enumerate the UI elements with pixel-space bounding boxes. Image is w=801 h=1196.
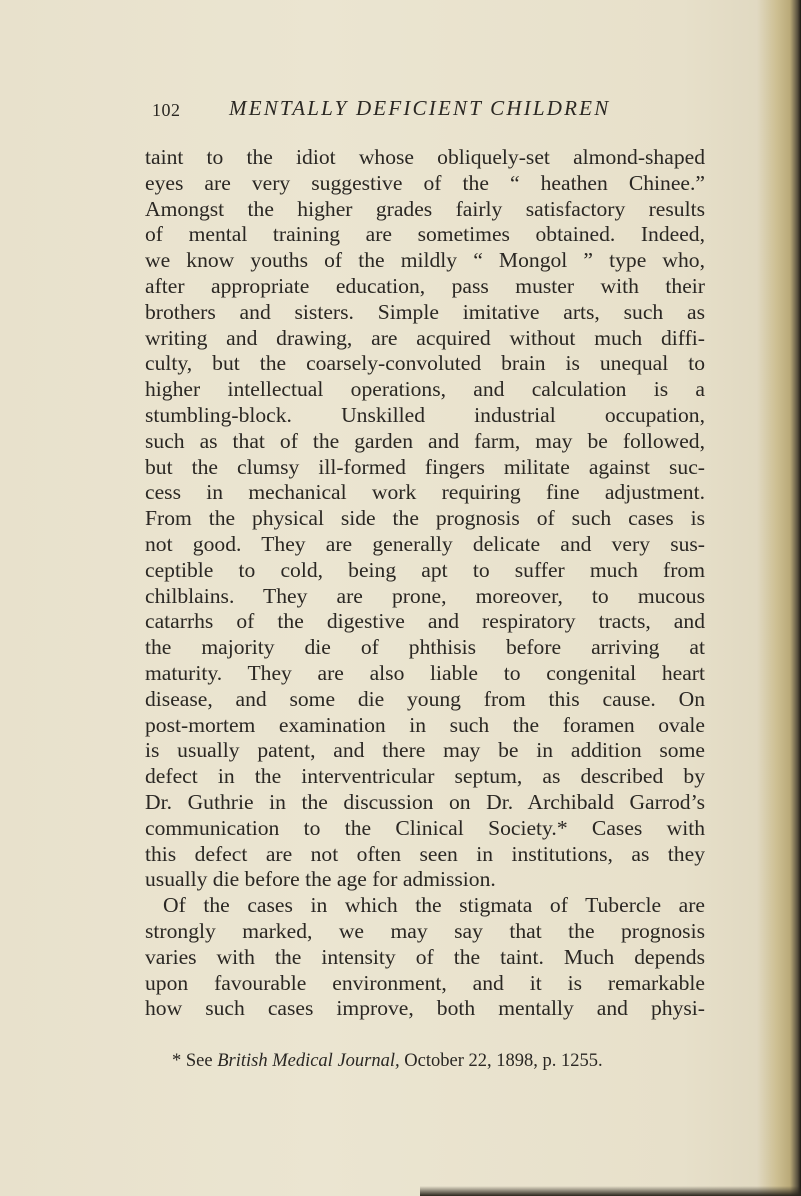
text-line: defect in the interventricular septum, as described by [145, 764, 705, 789]
text-line: such as that of the garden and farm, may be followed, [145, 428, 705, 453]
body-text [145, 145, 705, 1022]
text-line: chilblains. They are prone, moreover, to mucous [145, 583, 705, 608]
text-line: From the physical side the prognosis of such cases is [145, 506, 705, 531]
text-line: culty, but the coarsely-convoluted brain is unequal to [145, 351, 705, 376]
footnote-citation: October 22, 1898, p. 1255. [399, 1051, 603, 1071]
text-line: maturity. They are also liable to congenital heart [145, 660, 705, 685]
text-line: brothers and sisters. Simple imitative arts, such as [145, 299, 705, 324]
page-number: 102 [152, 100, 181, 120]
text-line: disease, and some die young from this cause. On [145, 686, 705, 711]
text-line: cess in mechanical work requiring fine adjustment. [145, 480, 705, 505]
text-line: how such cases improve, both mentally and physi- [145, 996, 705, 1021]
text-line: we know youths of the mildly “ Mongol ” type who, [145, 248, 705, 273]
running-title: MENTALLY DEFICIENT CHILDREN [229, 96, 611, 120]
text-line: writing and drawing, are acquired without much diffi- [145, 325, 705, 350]
text-line: higher intellectual operations, and calculation is a [145, 377, 705, 402]
page-binding-edge [757, 0, 801, 1196]
text-line: post-mortem examination in such the foramen ovale [145, 712, 705, 737]
text-line: the majority die of phthisis before arriving at [145, 635, 705, 660]
page-bottom-shadow [420, 1186, 801, 1196]
text-line: upon favourable environment, and it is remarkable [145, 970, 705, 995]
text-line: of mental training are sometimes obtained. Indeed, [145, 222, 705, 247]
footnote-journal: British Medical Journal, [217, 1051, 400, 1071]
text-line: is usually patent, and there may be in addition some [145, 738, 705, 763]
text-line: Of the cases in which the stigmata of Tubercle are [163, 893, 705, 918]
text-line: Dr. Guthrie in the discussion on Dr. Archibald Garrod’s [145, 789, 705, 814]
text-line: usually die before the age for admission. [145, 867, 496, 892]
footnote [172, 1051, 732, 1072]
footnote-prefix: * See [172, 1051, 218, 1071]
text-line: this defect are not often seen in institutions, as they [145, 841, 705, 866]
text-line: catarrhs of the digestive and respiratory tracts, and [145, 609, 705, 634]
text-line: taint to the idiot whose obliquely-set almond-shaped [145, 145, 705, 169]
text-line: not good. They are generally delicate and very sus- [145, 531, 705, 556]
page-header [152, 96, 712, 122]
text-line: stumbling-block. Unskilled industrial occupation, [145, 402, 705, 427]
text-line: after appropriate education, pass muster with their [145, 273, 705, 298]
text-line: strongly marked, we may say that the prognosis [145, 918, 705, 943]
text-line: ceptible to cold, being apt to suffer much from [145, 557, 705, 582]
text-line: but the clumsy ill-formed fingers militate against suc- [145, 454, 705, 479]
text-line: communication to the Clinical Society.* Cases with [145, 815, 705, 840]
text-line: Amongst the higher grades fairly satisfactory results [145, 196, 705, 221]
text-line: varies with the intensity of the taint. Much depends [145, 944, 705, 969]
text-line: eyes are very suggestive of the “ heathen Chinee.” [145, 170, 705, 195]
